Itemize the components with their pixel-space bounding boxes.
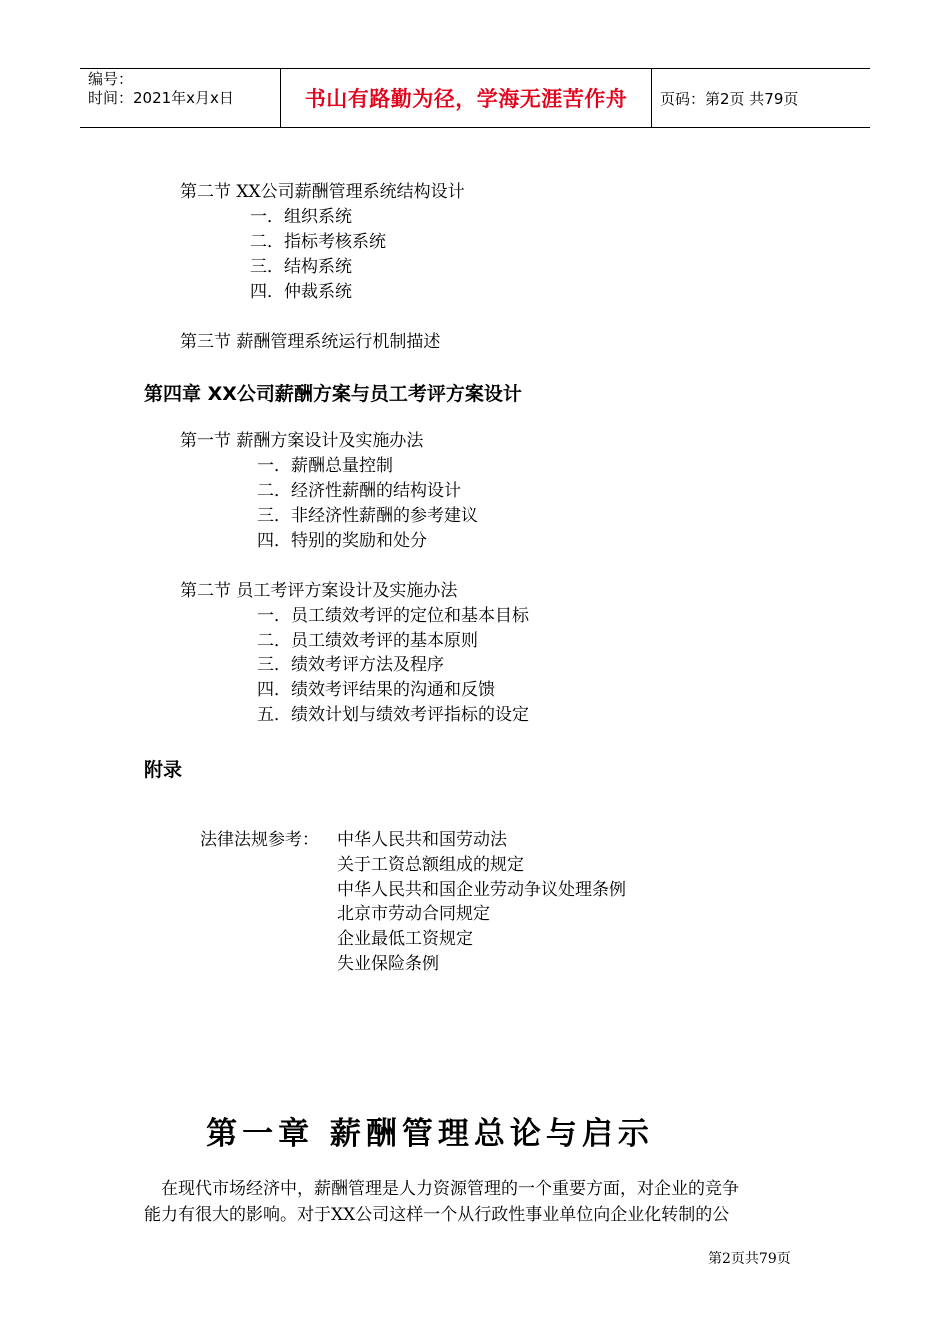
chapter-title: 第一章 薪酬管理总论与启示 [206, 1116, 654, 1152]
page-footer: 第2页共79页 [708, 1251, 791, 1267]
toc-item: 四．特别的奖励和处分 [257, 531, 427, 551]
toc-section-title: 第二节 员工考评方案设计及实施办法 [180, 581, 458, 601]
toc-item: 五．绩效计划与绩效考评指标的设定 [257, 705, 529, 725]
toc-item: 一．薪酬总量控制 [257, 456, 393, 476]
toc-item: 二．经济性薪酬的结构设计 [257, 481, 461, 501]
laws-label: 法律法规参考： [200, 830, 319, 850]
toc-section-title: 第二节 XX公司薪酬管理系统结构设计 [180, 182, 465, 202]
toc-section-title: 第一节 薪酬方案设计及实施办法 [180, 431, 424, 451]
toc-chapter-title: 第四章 XX公司薪酬方案与员工考评方案设计 [144, 383, 522, 405]
body-paragraph-line: 在现代市场经济中，薪酬管理是人力资源管理的一个重要方面，对企业的竞争 [161, 1179, 739, 1199]
time-label: 时间：2021年x月x日 [88, 89, 234, 107]
toc-section-title: 第三节 薪酬管理系统运行机制描述 [180, 332, 441, 352]
law-item: 中华人民共和国劳动法 [337, 830, 507, 850]
toc-item: 一．组织系统 [250, 207, 352, 227]
toc-item: 一．员工绩效考评的定位和基本目标 [257, 606, 529, 626]
toc-item: 三．绩效考评方法及程序 [257, 655, 444, 675]
law-item: 北京市劳动合同规定 [337, 904, 490, 924]
law-item: 关于工资总额组成的规定 [337, 855, 524, 875]
toc-item: 四．绩效考评结果的沟通和反馈 [257, 680, 495, 700]
body-paragraph-line: 能力有很大的影响。对于XX公司这样一个从行政性事业单位向企业化转制的公 [144, 1205, 730, 1225]
appendix-title: 附录 [144, 759, 183, 781]
page-header [80, 68, 870, 128]
header-motto: 书山有路勤为径，学海无涯苦作舟 [281, 69, 652, 128]
header-page-label: 页码：第2页 共79页 [652, 69, 871, 128]
toc-item: 二．指标考核系统 [250, 232, 386, 252]
law-item: 中华人民共和国企业劳动争议处理条例 [337, 880, 626, 900]
header-info [80, 69, 281, 128]
serial-label: 编号： [88, 70, 134, 88]
law-item: 企业最低工资规定 [337, 929, 473, 949]
toc-item: 三．非经济性薪酬的参考建议 [257, 506, 478, 526]
law-item: 失业保险条例 [337, 954, 439, 974]
toc-item: 四．仲裁系统 [250, 282, 352, 302]
toc-item: 二．员工绩效考评的基本原则 [257, 631, 478, 651]
toc-item: 三．结构系统 [250, 257, 352, 277]
